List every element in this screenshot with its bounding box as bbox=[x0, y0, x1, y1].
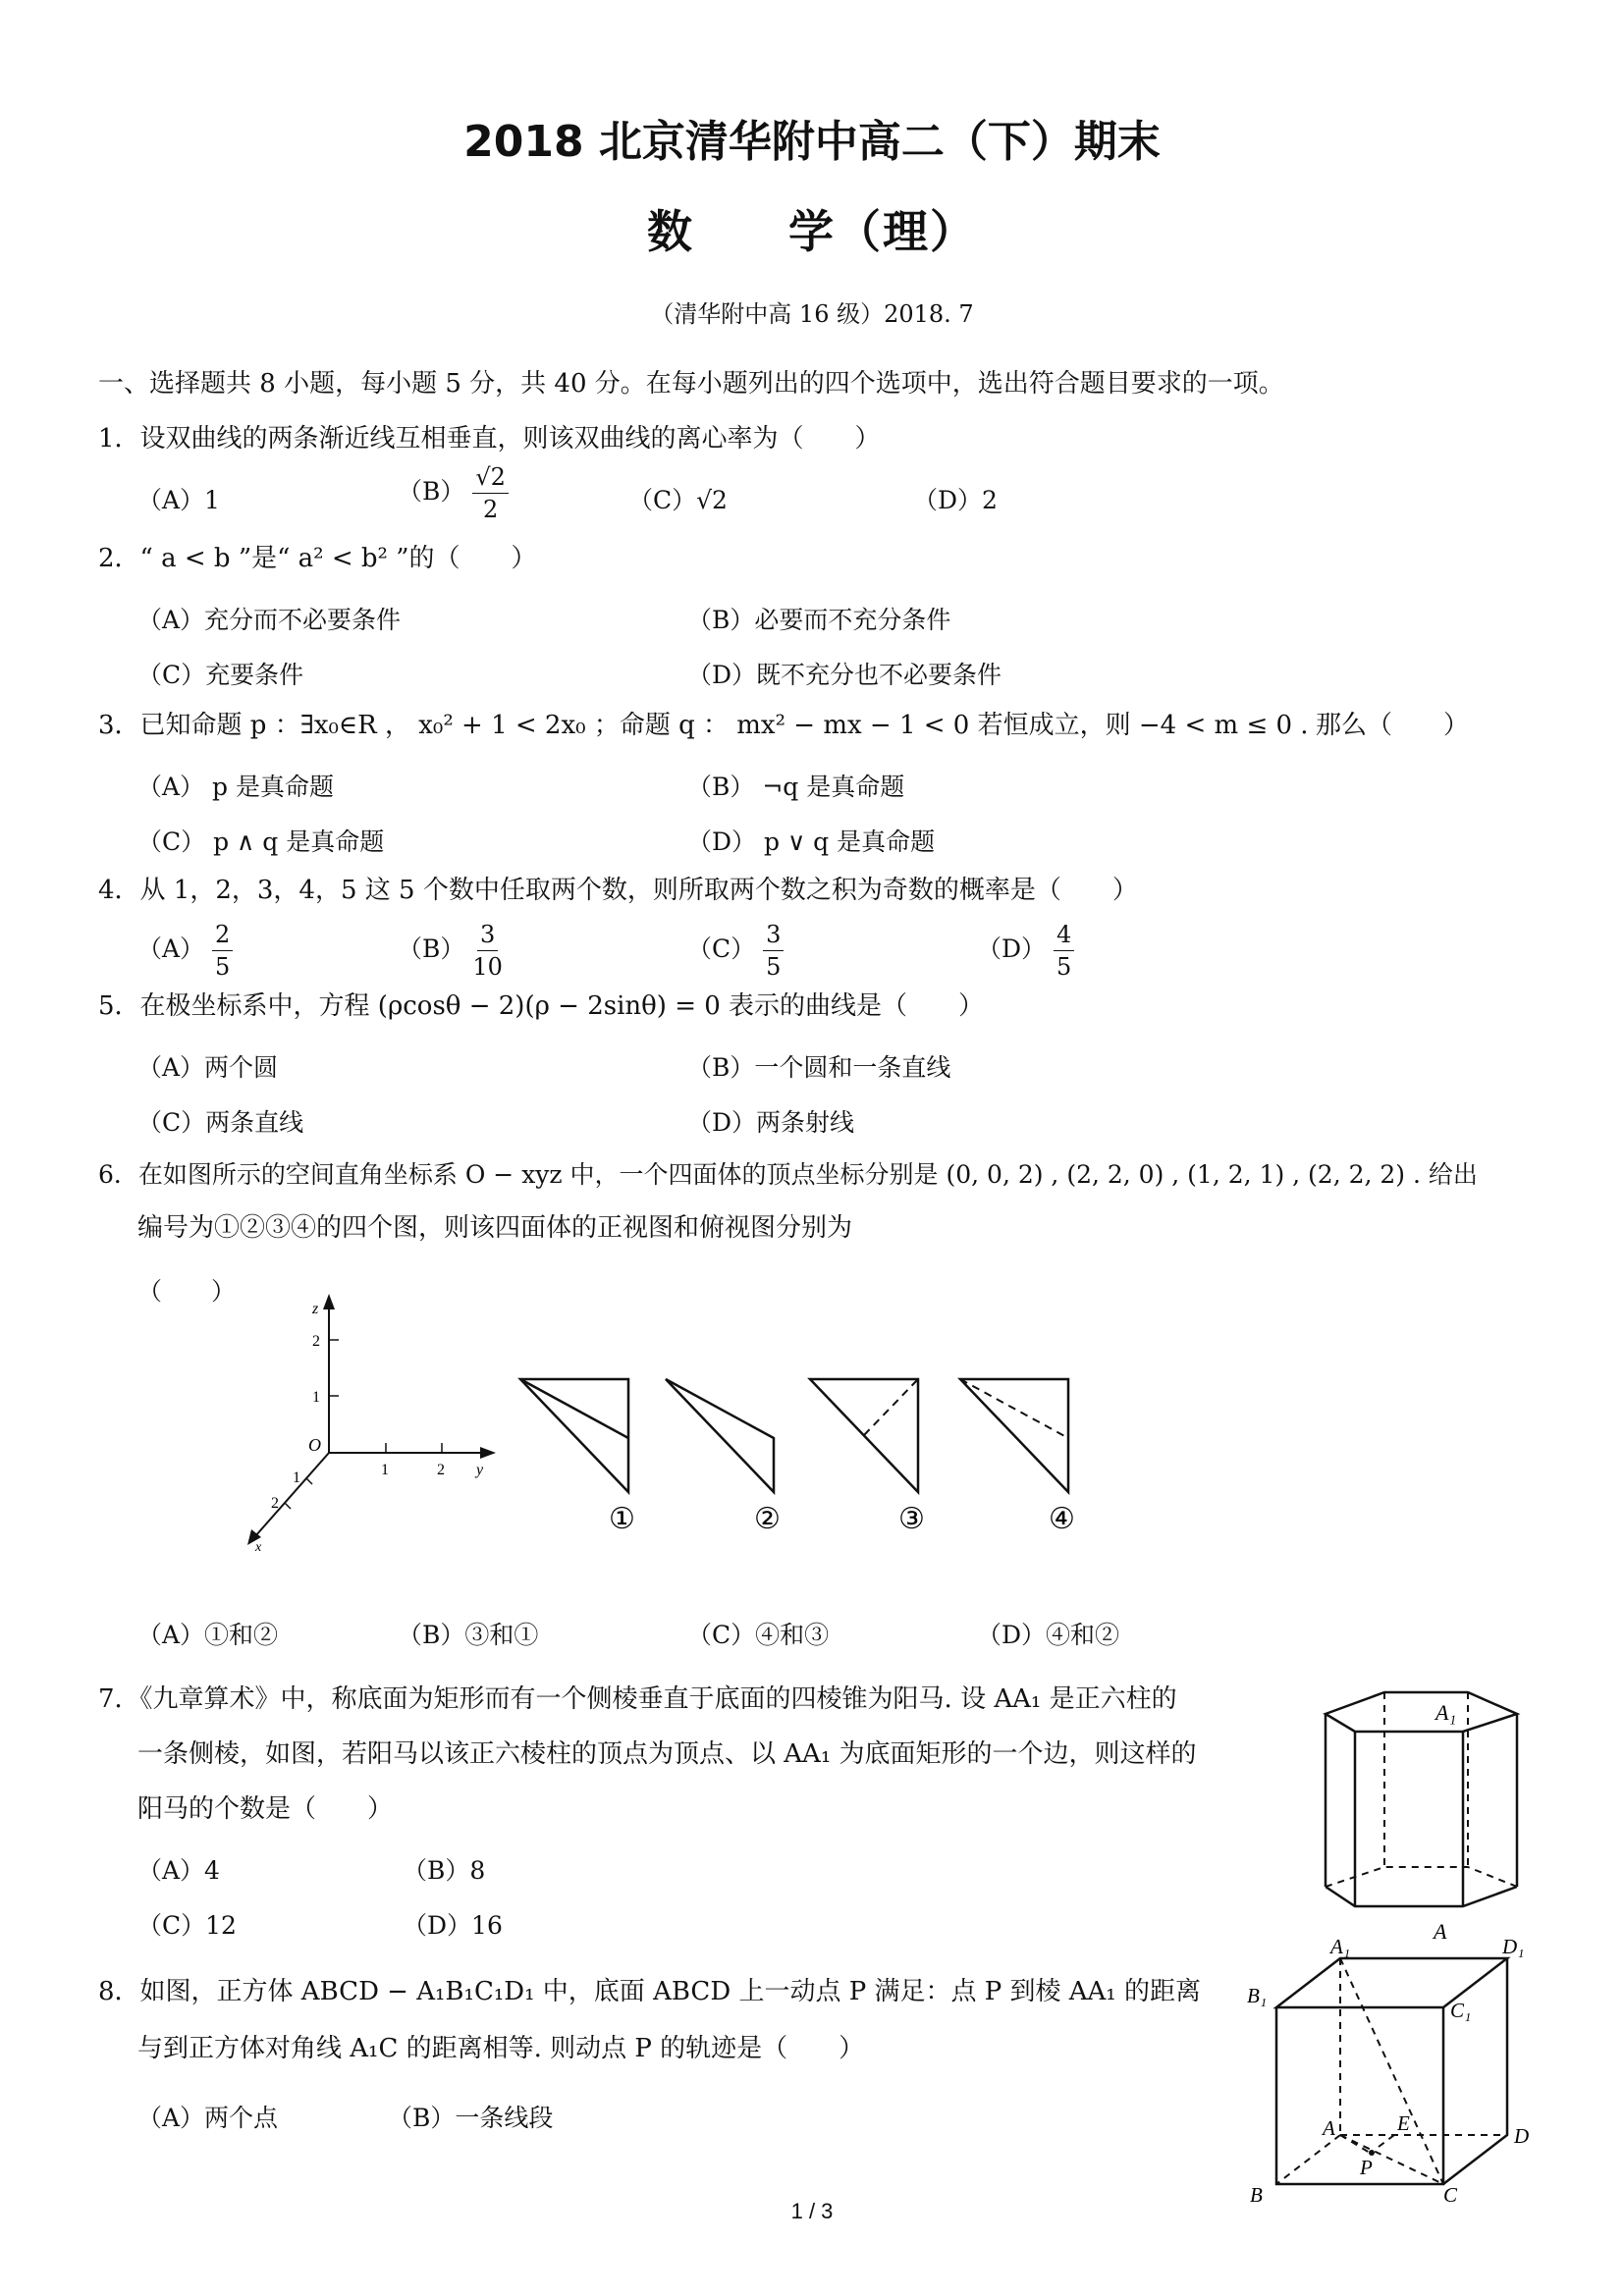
q3-option-c: （C） p ∧ q 是真命题 bbox=[137, 828, 385, 856]
section-intro: 一、选择题共 8 小题，每小题 5 分，共 40 分。在每小题列出的四个选项中，选出符合题目要求的一项。 bbox=[98, 369, 1284, 399]
q8-option-b: （B）一条线段 bbox=[388, 2104, 554, 2132]
q4-option-d-fraction bbox=[1054, 921, 1074, 981]
x-axis bbox=[255, 1453, 329, 1536]
y-axis-label: y bbox=[476, 1462, 484, 1478]
q8-label-d: D bbox=[1514, 2124, 1530, 2148]
y-tick-label-1: 1 bbox=[381, 1462, 389, 1478]
exam-subtitle: （清华附中高 16 级）2018. 7 bbox=[650, 300, 974, 328]
q2-option-c: （C）充要条件 bbox=[137, 661, 304, 689]
q4-option-a-denominator: 5 bbox=[215, 953, 231, 981]
y-tick-label-2: 2 bbox=[437, 1462, 445, 1478]
view-figure-label-3: ③ bbox=[898, 1503, 925, 1535]
q3-option-a: （A） p 是真命题 bbox=[137, 773, 334, 801]
q3-stem: 3．已知命题 p ：∃x₀∈R ， x₀² + 1 < 2x₀ ；命题 q ： mx² − mx − 1 < 0 若恒成立，则 −4 < m ≤ 0 . bbox=[98, 711, 1309, 740]
exam-title: 2018 北京清华附中高二（下）期末 bbox=[463, 117, 1161, 167]
q2-option-a: （A）充分而不必要条件 bbox=[137, 606, 402, 634]
q1-stem: 1．设双曲线的两条渐近线互相垂直，则该双曲线的离心率为（ ） bbox=[98, 424, 881, 454]
view-figure-label-1: ① bbox=[609, 1503, 635, 1535]
q5-option-b: （B）一个圆和一条直线 bbox=[687, 1053, 951, 1082]
q6-option-a: （A）①和② bbox=[137, 1621, 279, 1649]
q4-option-c-numerator: 3 bbox=[763, 921, 784, 951]
q8-label-e: E bbox=[1397, 2111, 1410, 2135]
q7-stem-line1: 7．《九章算术》中，称底面为矩形而有一个侧棱垂直于底面的四棱锥为阳马. 设 AA₁ 是正六柱的 bbox=[98, 1684, 1177, 1714]
q3-option-d: （D） p ∨ q 是真命题 bbox=[687, 828, 936, 856]
x-tick-2 bbox=[285, 1503, 291, 1509]
page-number: 1 / 3 bbox=[790, 2199, 834, 2223]
q7-option-c: （C）12 bbox=[137, 1911, 237, 1940]
q4-option-a-numerator: 2 bbox=[212, 921, 233, 951]
q4-option-a-label: （A） bbox=[137, 934, 205, 963]
z-tick-label-2: 2 bbox=[312, 1333, 320, 1350]
q4-option-c bbox=[687, 921, 784, 981]
view-figure-2 bbox=[666, 1379, 774, 1492]
origin-label: O bbox=[308, 1435, 321, 1455]
q4-option-c-denominator: 5 bbox=[766, 953, 782, 981]
q4-stem: 4．从 1，2，3，4，5 这 5 个数中任取两个数，则所取两个数之积为奇数的概率是（ ） bbox=[98, 876, 1138, 905]
q2-stem: 2．“ a < b ”是“ a² < b² ”的（ ） bbox=[98, 544, 537, 573]
q1-option-b-numerator: √2 bbox=[472, 463, 509, 494]
q3-option-b: （B） ¬q 是真命题 bbox=[687, 773, 905, 801]
q6-option-d: （D）④和② bbox=[977, 1621, 1120, 1649]
x-tick-label-1: 1 bbox=[293, 1469, 300, 1486]
q4-option-c-label: （C） bbox=[687, 934, 756, 963]
q8-label-c: C bbox=[1443, 2183, 1458, 2207]
q4-option-a-fraction bbox=[212, 921, 233, 981]
z-arrow-icon bbox=[323, 1294, 335, 1309]
q4-option-d-label: （D） bbox=[977, 934, 1047, 963]
q8-label-d1: D₁ bbox=[1502, 1935, 1525, 1958]
q5-option-a: （A）两个圆 bbox=[137, 1053, 279, 1082]
q4-option-c-fraction bbox=[763, 921, 784, 981]
q6-stem-line2: 编号为①②③④的四个图，则该四面体的正视图和俯视图分别为 bbox=[137, 1213, 853, 1243]
q5-option-d: （D）两条射线 bbox=[687, 1108, 855, 1137]
subject-title: 数 学（理） bbox=[647, 205, 977, 258]
view-figure-3 bbox=[810, 1379, 918, 1492]
q7-option-a: （A）4 bbox=[137, 1856, 220, 1885]
q8-label-c1: C₁ bbox=[1450, 1999, 1472, 2022]
q6-option-c: （C）④和③ bbox=[687, 1621, 830, 1649]
q8-label-p: P bbox=[1360, 2156, 1373, 2179]
q4-option-a bbox=[137, 921, 233, 981]
q8-label-a1: A₁ bbox=[1330, 1935, 1351, 1958]
q4-option-d-numerator: 4 bbox=[1054, 921, 1074, 951]
view-figure-1 bbox=[520, 1379, 628, 1492]
q7-option-b: （B）8 bbox=[403, 1856, 486, 1885]
x-tick-1 bbox=[306, 1478, 312, 1484]
q7-label-a1: A₁ bbox=[1435, 1700, 1457, 1725]
q2-option-d: （D）既不充分也不必要条件 bbox=[687, 661, 1002, 689]
q1-option-b-label: （B） bbox=[398, 477, 465, 506]
q4-option-d-denominator: 5 bbox=[1056, 953, 1072, 981]
y-arrow-icon bbox=[480, 1447, 496, 1459]
q2-option-b: （B）必要而不充分条件 bbox=[687, 606, 951, 634]
q6-stem-line1: 6．在如图所示的空间直角坐标系 O − xyz 中，一个四面体的顶点坐标分别是 (0, 0, 2) , (2, 2, 0) , (1, 2, 1) , (2, 2, 2) . 给出 bbox=[98, 1160, 1478, 1189]
q8-stem-line1: 8．如图，正方体 ABCD − A₁B₁C₁D₁ 中，底面 ABCD 上一动点 P 满足：点 P 到棱 AA₁ 的距离 bbox=[98, 1977, 1201, 2006]
q1-option-b-denominator: 2 bbox=[482, 496, 499, 523]
q4-option-b-fraction bbox=[472, 921, 503, 981]
q7-stem-line2: 一条侧棱，如图，若阳马以该正六棱柱的顶点为顶点、以 AA₁ 为底面矩形的一个边，则这样的 bbox=[137, 1739, 1197, 1769]
q4-option-d bbox=[977, 921, 1074, 981]
view-figure-label-4: ④ bbox=[1049, 1503, 1075, 1535]
q4-option-b-denominator: 10 bbox=[472, 953, 503, 981]
q6-option-b: （B）③和① bbox=[398, 1621, 539, 1649]
z-axis-label: z bbox=[312, 1301, 319, 1317]
q8-stem-line2: 与到正方体对角线 A₁C 的距离相等. 则动点 P 的轨迹是（ ） bbox=[137, 2034, 865, 2063]
view-figure-4 bbox=[960, 1379, 1068, 1492]
q4-option-b-label: （B） bbox=[398, 934, 465, 963]
view-figure-label-2: ② bbox=[754, 1503, 781, 1535]
q6-axes-figure bbox=[226, 1286, 511, 1561]
q1-option-b-fraction bbox=[472, 463, 509, 523]
q8-label-b1: B₁ bbox=[1247, 1984, 1268, 2007]
q7-option-d: （D）16 bbox=[403, 1911, 503, 1940]
q1-option-b bbox=[398, 463, 509, 523]
q5-stem: 5．在极坐标系中，方程 (ρcosθ − 2)(ρ − 2sinθ) = 0 表示的曲线是（ ） bbox=[98, 991, 985, 1021]
q6-answer-blank: （ ） bbox=[137, 1277, 237, 1306]
q3-tail: 那么（ ） bbox=[1316, 711, 1470, 740]
q8-label-b: B bbox=[1250, 2183, 1263, 2207]
q4-option-b-numerator: 3 bbox=[477, 921, 498, 951]
x-axis-label: x bbox=[255, 1540, 262, 1555]
q7-stem-line3: 阳马的个数是（ ） bbox=[137, 1794, 394, 1824]
q8-option-a: （A）两个点 bbox=[137, 2104, 279, 2132]
q8-label-a: A bbox=[1323, 2116, 1335, 2140]
z-tick-label-1: 1 bbox=[312, 1389, 320, 1406]
q7-label-a: A bbox=[1434, 1919, 1447, 1944]
q7-hexagonal-prism-figure bbox=[1316, 1681, 1532, 1944]
q5-option-c: （C）两条直线 bbox=[137, 1108, 304, 1137]
x-tick-label-2: 2 bbox=[271, 1495, 279, 1512]
q1-option-c: （C）√2 bbox=[628, 486, 728, 514]
q6-view-figures bbox=[511, 1369, 1080, 1551]
q1-option-a: （A）1 bbox=[137, 486, 220, 514]
q1-option-d: （D）2 bbox=[913, 486, 998, 514]
q8-cube-figure bbox=[1232, 1935, 1546, 2207]
q4-option-b bbox=[398, 921, 503, 981]
